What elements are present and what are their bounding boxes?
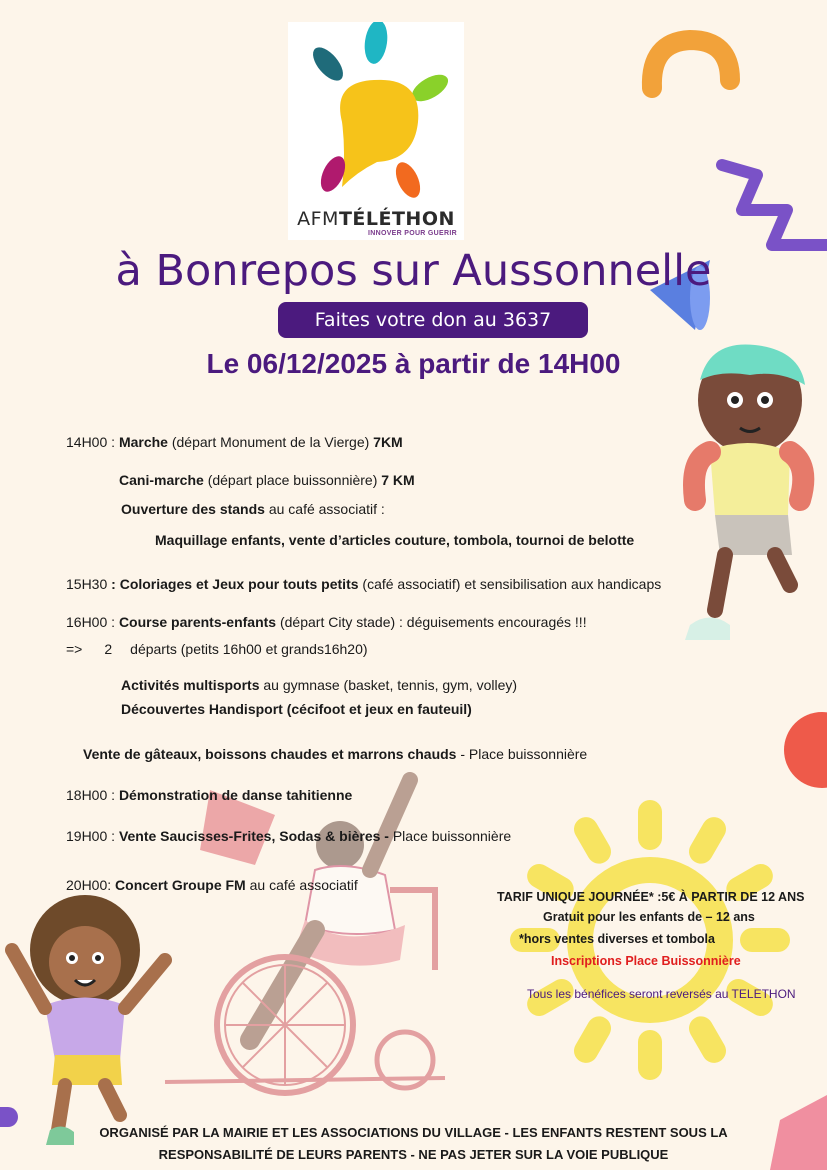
activity-title: Activités multisports — [121, 677, 260, 693]
program-line-coloriages — [66, 576, 661, 592]
donation-banner: Faites votre don au 3637 — [278, 302, 588, 338]
logo-tagline: INNOVER POUR GUERIR — [368, 230, 457, 237]
tarif-line: TARIF UNIQUE JOURNÉE* :5€ À PARTIR DE 12 ANS — [497, 890, 805, 904]
activity-detail: (départ Monument de la Vierge) — [167, 434, 374, 450]
date-line: Le 06/12/2025 à partir de 14H00 — [206, 348, 621, 379]
program-line-saucisses — [66, 828, 511, 844]
program-line-danse — [66, 787, 352, 803]
activity-detail: au café associatif : — [264, 501, 385, 517]
purple-squiggle-shape — [712, 150, 827, 260]
program-line-handisport — [121, 701, 472, 717]
activity-title: : Coloriages et Jeux pour touts petits — [111, 576, 359, 592]
time-label: 15H30 — [66, 576, 112, 592]
footer-line-2: RESPONSABILITÉ DE LEURS PARENTS - NE PAS JETER SUR LA VOIE PUBLIQUE — [158, 1147, 669, 1162]
activity-detail: (café associatif) et sensibilisation aux handicaps — [358, 576, 662, 592]
activity-detail: - Place buissonnière — [456, 746, 588, 762]
activity-detail: au café associatif — [245, 877, 358, 893]
arrow-label: => — [66, 641, 83, 657]
distance-label: 7 KM — [381, 472, 415, 488]
activity-detail: départs (petits 16h00 et grands16h20) — [130, 641, 368, 657]
activity-title: Course parents-enfants — [118, 614, 277, 630]
program-line-stands — [121, 501, 385, 517]
activity-title: Maquillage enfants, vente d’articles couture, tombola, tournoi de belotte — [155, 532, 635, 548]
activity-detail: (départ place buissonnière) — [203, 472, 382, 488]
activity-title: Ouverture des stands — [121, 501, 265, 517]
activity-title: Vente de gâteaux, boissons chaudes et marrons chauds — [83, 746, 457, 762]
time-label: 16H00 : — [66, 614, 119, 630]
logo-word-afm: AFM — [297, 208, 339, 230]
logo-wordmark — [288, 208, 464, 230]
girl-figure — [0, 890, 190, 1155]
logo-word-telethon: TÉLÉTHON — [338, 208, 455, 230]
program-line-concert — [66, 877, 358, 893]
time-label: 20H00: — [66, 877, 116, 893]
inscriptions-line: Inscriptions Place Buissonnière — [551, 954, 741, 968]
afm-telethon-logo — [288, 22, 464, 240]
distance-label: 7KM — [373, 434, 403, 450]
activity-title: Cani-marche — [119, 472, 204, 488]
activity-title: Concert Groupe FM — [115, 877, 246, 893]
afm-sun-logo — [302, 22, 452, 207]
activity-detail: Place buissonnière — [392, 828, 512, 844]
activity-title: Démonstration de danse tahitienne — [118, 787, 353, 803]
activity-detail: au gymnase (basket, tennis, gym, volley) — [259, 677, 518, 693]
time-label: 18H00 : — [66, 787, 119, 803]
activity-detail: (départ City stade) : déguisements encouragés !!! — [276, 614, 587, 630]
orange-arc-shape — [640, 30, 740, 100]
program-line-multisports — [121, 677, 517, 693]
activity-title: Découvertes Handisport (cécifoot et jeux en fauteuil) — [121, 701, 472, 717]
departs-count: 2 — [104, 641, 113, 657]
gratuit-line: Gratuit pour les enfants de – 12 ans — [543, 910, 755, 924]
benefices-line: Tous les bénéfices seront reversés au TELETHON — [527, 987, 796, 1001]
time-label: 19H00 : — [66, 828, 119, 844]
boy-figure — [660, 340, 827, 660]
footer-line-1: ORGANISÉ PAR LA MAIRIE ET LES ASSOCIATIONS DU VILLAGE - LES ENFANTS RESTENT SOUS LA — [99, 1125, 728, 1140]
program-line-departs — [66, 641, 368, 657]
wheelchair-cheering-figure — [155, 760, 455, 1110]
program-line-course — [66, 614, 587, 630]
red-ball-shape — [780, 710, 827, 790]
program-line-marche — [66, 434, 403, 450]
page-title: à Bonrepos sur Aussonnelle — [115, 246, 712, 296]
hors-ventes-line: *hors ventes diverses et tombola — [519, 932, 715, 946]
program-line-cani-marche — [119, 472, 415, 488]
program-line-vente-gateaux — [83, 746, 587, 762]
program-line-stands-list — [155, 532, 634, 548]
activity-title: Marche — [118, 434, 168, 450]
time-label: 14H00 : — [66, 434, 119, 450]
activity-title: Vente Saucisses-Frites, Sodas & bières - — [118, 828, 393, 844]
